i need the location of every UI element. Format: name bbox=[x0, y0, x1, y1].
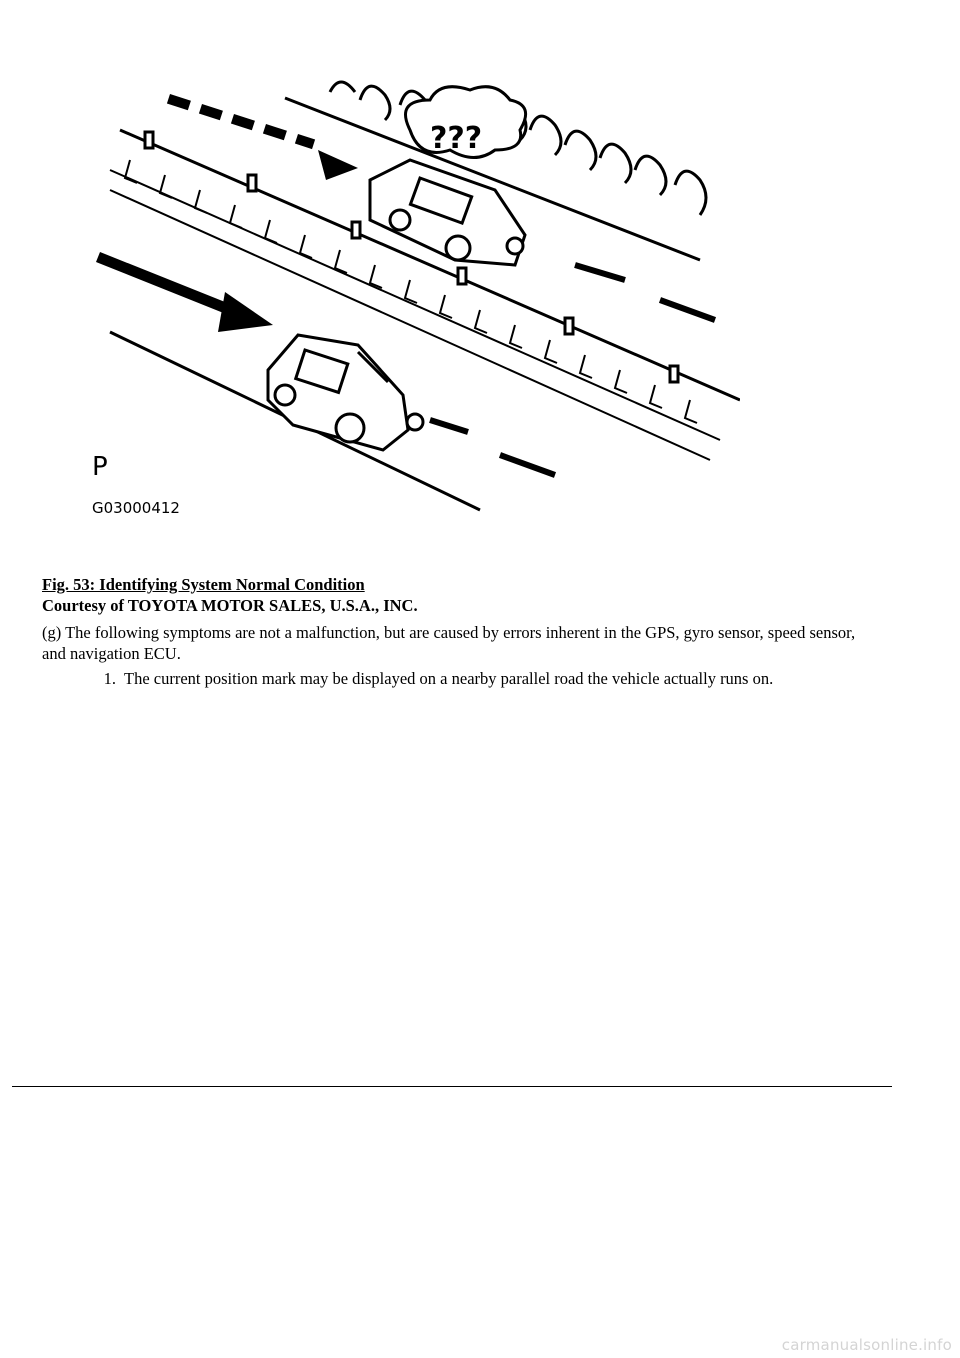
figure-id-label: G03000412 bbox=[92, 499, 180, 517]
illustration-figure bbox=[90, 70, 740, 520]
list-item-number: 1. bbox=[103, 669, 116, 688]
list-item bbox=[42, 668, 922, 689]
figure-title: Fig. 53: Identifying System Normal Condition bbox=[42, 575, 365, 594]
dashed-arrow-icon bbox=[167, 94, 358, 180]
list-item-text: The current position mark may be displayed on a nearby parallel road the vehicle actually runs on. bbox=[124, 669, 774, 688]
solid-arrow-icon bbox=[96, 252, 273, 332]
figure-caption bbox=[42, 574, 418, 616]
upper-lane-dashes bbox=[575, 265, 715, 320]
page-divider bbox=[12, 1086, 892, 1087]
body-paragraph: (g) The following symptoms are not a malfunction, but are caused by errors inherent in the GPS, gyro sensor, speed sensor, and navigation ECU. bbox=[42, 623, 856, 663]
question-marks: ??? bbox=[430, 121, 483, 156]
parallel-roads-illustration bbox=[90, 70, 740, 520]
actual-vehicle-car bbox=[268, 335, 423, 450]
symptom-list bbox=[42, 668, 922, 689]
view-code-label: P bbox=[92, 452, 108, 482]
watermark-footer: carmanualsonline.info bbox=[781, 1336, 952, 1354]
courtesy-line: Courtesy of TOYOTA MOTOR SALES, U.S.A., INC. bbox=[42, 596, 418, 615]
lower-lane-dashes bbox=[430, 420, 555, 475]
